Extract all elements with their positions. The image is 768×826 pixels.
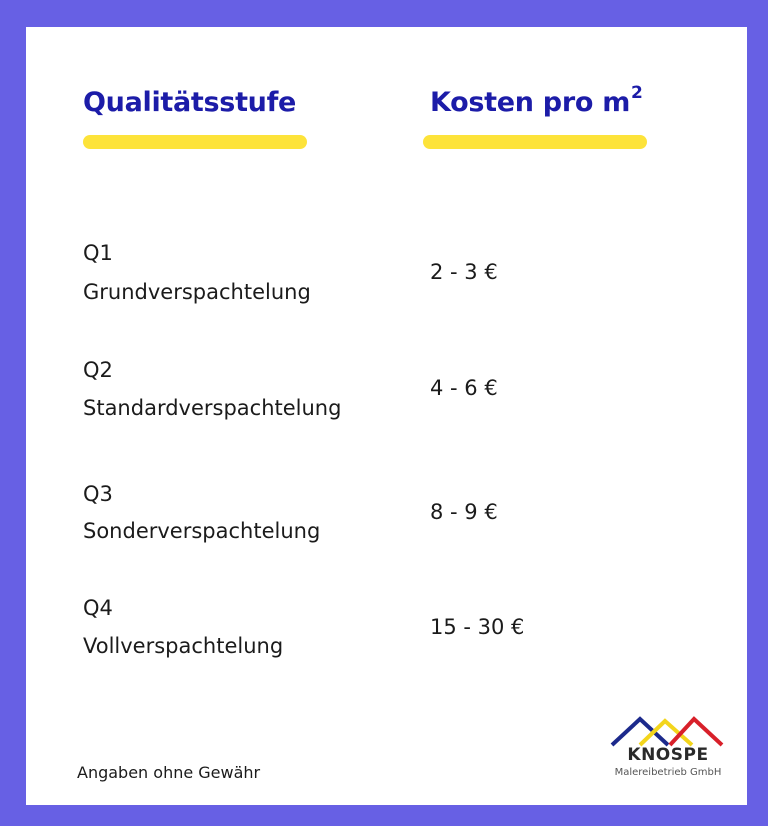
column-header-quality [83, 87, 296, 118]
column-header-cost-label: Kosten pro m [430, 87, 631, 118]
logo-subtitle: Malereibetrieb GmbH [614, 767, 722, 778]
disclaimer-text: Angaben ohne Gewähr [77, 763, 261, 782]
column-header-cost [430, 83, 643, 118]
roof-icon [610, 713, 730, 747]
price-q4: 15 - 30 € [430, 615, 525, 639]
column-header-quality-label: Qualitätsstufe [83, 87, 297, 118]
quality-name-q3: Sonderverspachtelung [83, 519, 321, 543]
highlight-underline-quality [83, 135, 307, 149]
quality-code-q1: Q1 [83, 241, 113, 265]
logo-name: KNOSPE [627, 745, 709, 765]
highlight-underline-cost [423, 135, 647, 149]
price-q1: 2 - 3 € [430, 260, 498, 284]
quality-name-q1: Grundverspachtelung [83, 280, 311, 304]
quality-name-q4: Vollverspachtelung [83, 634, 284, 658]
unit-exponent: 2 [631, 83, 643, 103]
quality-code-q3: Q3 [83, 482, 113, 506]
company-logo [610, 713, 730, 783]
quality-name-q2: Standardverspachtelung [83, 396, 342, 420]
price-card [26, 27, 747, 805]
quality-code-q4: Q4 [83, 596, 113, 620]
price-q2: 4 - 6 € [430, 376, 498, 400]
quality-code-q2: Q2 [83, 358, 113, 382]
price-q3: 8 - 9 € [430, 500, 498, 524]
